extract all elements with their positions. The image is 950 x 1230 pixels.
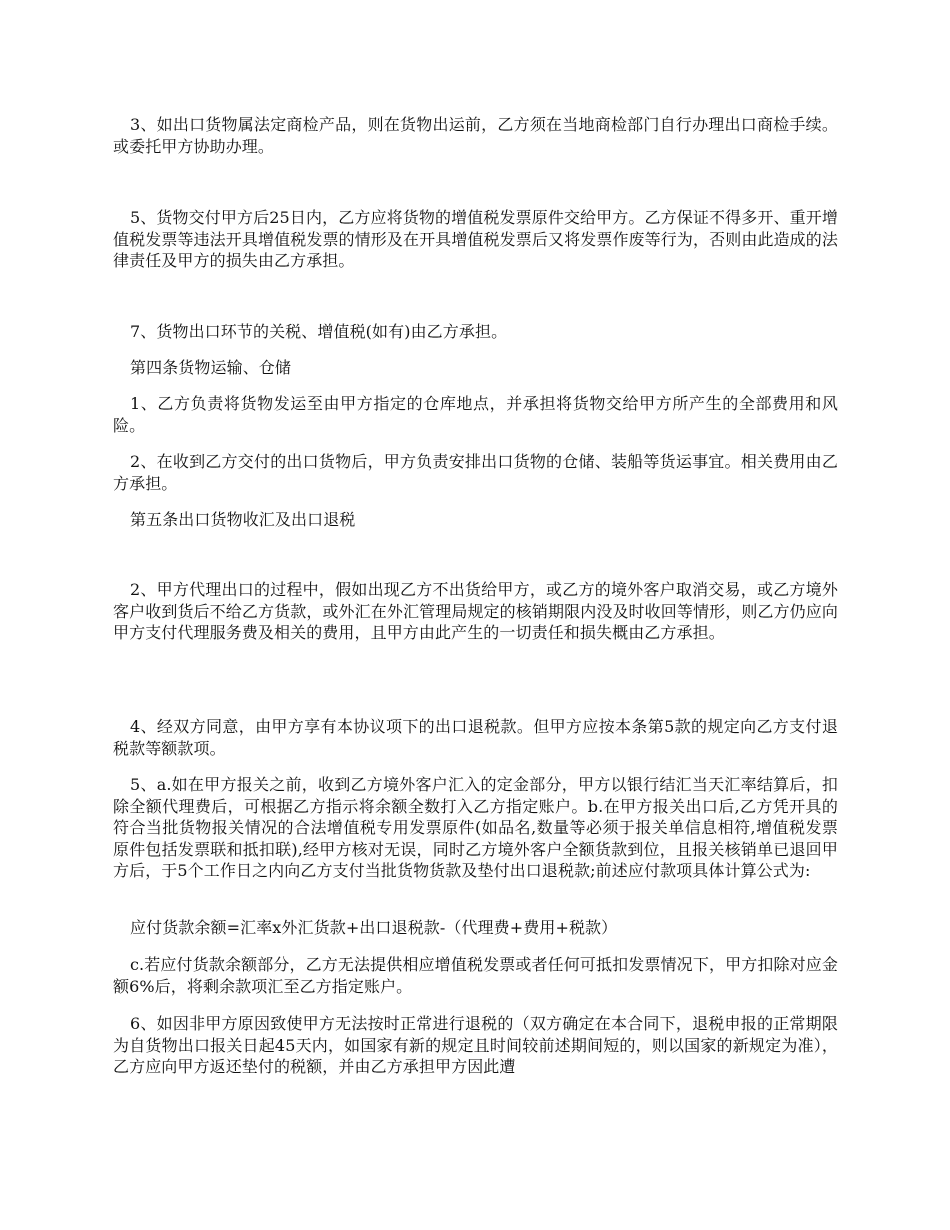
article-4-clause-2: 2、在收到乙方交付的出口货物后，甲方负责安排出口货物的仓储、装船等货运事宜。相关费用由乙方承担。 [113, 452, 838, 493]
clause-3-inspection: 3、如出口货物属法定商检产品，则在货物出运前，乙方须在当地商检部门自行办理出口商检手续。或委托甲方协助办理。 [113, 115, 838, 156]
article-5-heading: 第五条出口货物收汇及出口退税 [130, 510, 356, 529]
article-4-heading: 第四条货物运输、仓储 [130, 358, 292, 377]
article-5-clause-6: 6、如因非甲方原因致使甲方无法按时正常进行退税的（双方确定在本合同下，退税申报的正常期限为自货物出口报关日起45天内，如国家有新的规定且时间较前述期间短的，则以国家的新规定为准），乙方应向甲方返还垫付的税额，并由乙方承担甲方因此遭 [113, 1014, 838, 1076]
clause-5c: c.若应付货款余额部分，乙方无法提供相应增值税发票或者任何可抵扣发票情况下，甲方扣除对应金额6%后，将剩余款项汇至乙方指定账户。 [113, 955, 838, 996]
article-4-clause-1: 1、乙方负责将货物发运至由甲方指定的仓库地点，并承担将货物交给甲方所产生的全部费用和风险。 [113, 394, 838, 435]
payment-formula: 应付货款余额=汇率x外汇货款+出口退税款-（代理费+费用+税款） [130, 918, 618, 937]
article-5-clause-5: 5、a.如在甲方报关之前，收到乙方境外客户汇入的定金部分，甲方以银行结汇当天汇率结算后，扣除全额代理费后，可根据乙方指示将余额全数打入乙方指定账户。b.在甲方报关出口后,乙方凭开具的符合当批货物报关情况的合法增值税专用发票原件(如品名,数量等必须于报关单信息相符,增值税发票原件包括发票联和抵扣联),经甲方核对无误，同时乙方境外客户全额货款到位，且报关核销单已退回甲方后，于5个工作日之内向乙方支付当批货物货款及垫付出口退税款;前述应付款项具体计算公式为: [113, 775, 838, 880]
clause-7-tax: 7、货物出口环节的关税、增值税(如有)由乙方承担。 [130, 322, 508, 341]
article-5-clause-2: 2、甲方代理出口的过程中，假如出现乙方不出货给甲方，或乙方的境外客户取消交易，或乙方境外客户收到货后不给乙方货款，或外汇在外汇管理局规定的核销期限内没及时收回等情形，则乙方仍应向甲方支付代理服务费及相关的费用，且甲方由此产生的一切责任和损失概由乙方承担。 [113, 580, 838, 642]
clause-5-invoice: 5、货物交付甲方后25日内，乙方应将货物的增值税发票原件交给甲方。乙方保证不得多开、重开增值税发票等违法开具增值税发票的情形及在开具增值税发票后又将发票作废等行为，否则由此造成的法律责任及甲方的损失由乙方承担。 [113, 208, 838, 270]
article-5-clause-4: 4、经双方同意，由甲方享有本协议项下的出口退税款。但甲方应按本条第5款的规定向乙方支付退税款等额款项。 [113, 717, 838, 758]
